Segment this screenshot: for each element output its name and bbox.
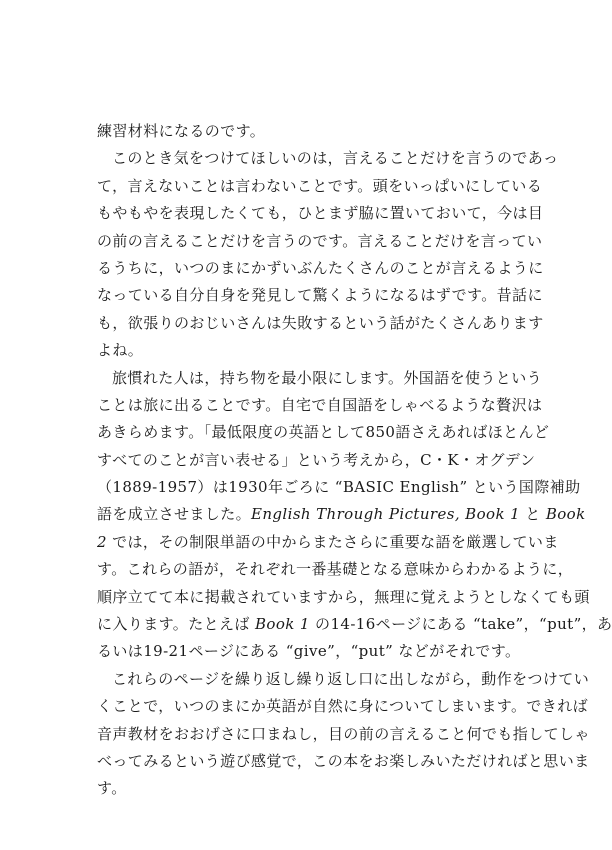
paragraph bbox=[97, 666, 590, 803]
text-line: 練習材料になるのです。 bbox=[97, 122, 266, 140]
text-line: も，欲張りのおじいさんは失敗するという話がたくさんあります bbox=[97, 313, 544, 332]
text-line: 順序立てて本に掲載されていますから，無理に覚えようとしなくても頭 bbox=[97, 587, 590, 606]
text-line: の前の言えることだけを言うのです。言えることだけを言ってい bbox=[97, 231, 543, 250]
text-line: す。これらの語が，それぞれ一番基礎となる意味からわかるように， bbox=[97, 560, 574, 579]
text-line: て，言えないことは言わないことです。頭をいっぱいにしている bbox=[97, 176, 543, 195]
text-line: に入ります。たとえば Book 1 の14-16ページにある “take”，“put”，あ bbox=[97, 615, 612, 634]
text-line: 2 では，その制限単語の中からまたさらに重要な語を厳選していま bbox=[97, 532, 559, 551]
text-line: 音声教材をおおげさに口まねし，目の前の言えること何でも指してしゃ bbox=[97, 724, 590, 743]
text-line: なっている自分自身を発見して驚くようになるはずです。昔話に bbox=[97, 286, 543, 305]
text-line: よね。 bbox=[97, 341, 144, 360]
text-line: これらのページを繰り返し繰り返し口に出しながら，動作をつけてい bbox=[112, 669, 590, 688]
paragraph bbox=[97, 118, 517, 145]
text-line: 旅慣れた人は，持ち物を最小限にします。外国語を使うという bbox=[112, 368, 543, 387]
text-line: （1889-1957）は1930年ごろに “BASIC English” という国際補助 bbox=[97, 478, 581, 497]
text-line: す。 bbox=[97, 779, 127, 798]
text-line: あきらめます。「最低限度の英語として850語さえあればほとんど bbox=[97, 423, 550, 442]
text-line: すべてのことが言い表せる」という考えから，C・K・オグデン bbox=[97, 450, 536, 469]
text-line: るうちに，いつのまにかずいぶんたくさんのことが言えるように bbox=[97, 258, 544, 277]
paragraph bbox=[97, 365, 612, 666]
text-line: このとき気をつけてほしいのは，言えることだけを言うのであっ bbox=[112, 149, 559, 168]
text-line: もやもやを表現したくても，ひとまず脇に置いておいて，今は目 bbox=[97, 204, 544, 223]
text-line: べってみるという遊び感覚で，この本をお楽しみいただければと思いま bbox=[97, 751, 590, 770]
text-line: るいは19-21ページにある “give”，“put” などがそれです。 bbox=[97, 642, 521, 661]
text-line: くことで，いつのまにか英語が自然に身についてしまいます。できれば bbox=[97, 697, 589, 716]
paragraph bbox=[97, 145, 559, 364]
body-text bbox=[97, 118, 612, 803]
text-line: ことは旅に出ることです。自宅で自国語をしゃべるような贅沢は bbox=[97, 395, 543, 414]
text-line: 語を成立させました。English Through Pictures, Book 1 と Book bbox=[97, 505, 586, 524]
